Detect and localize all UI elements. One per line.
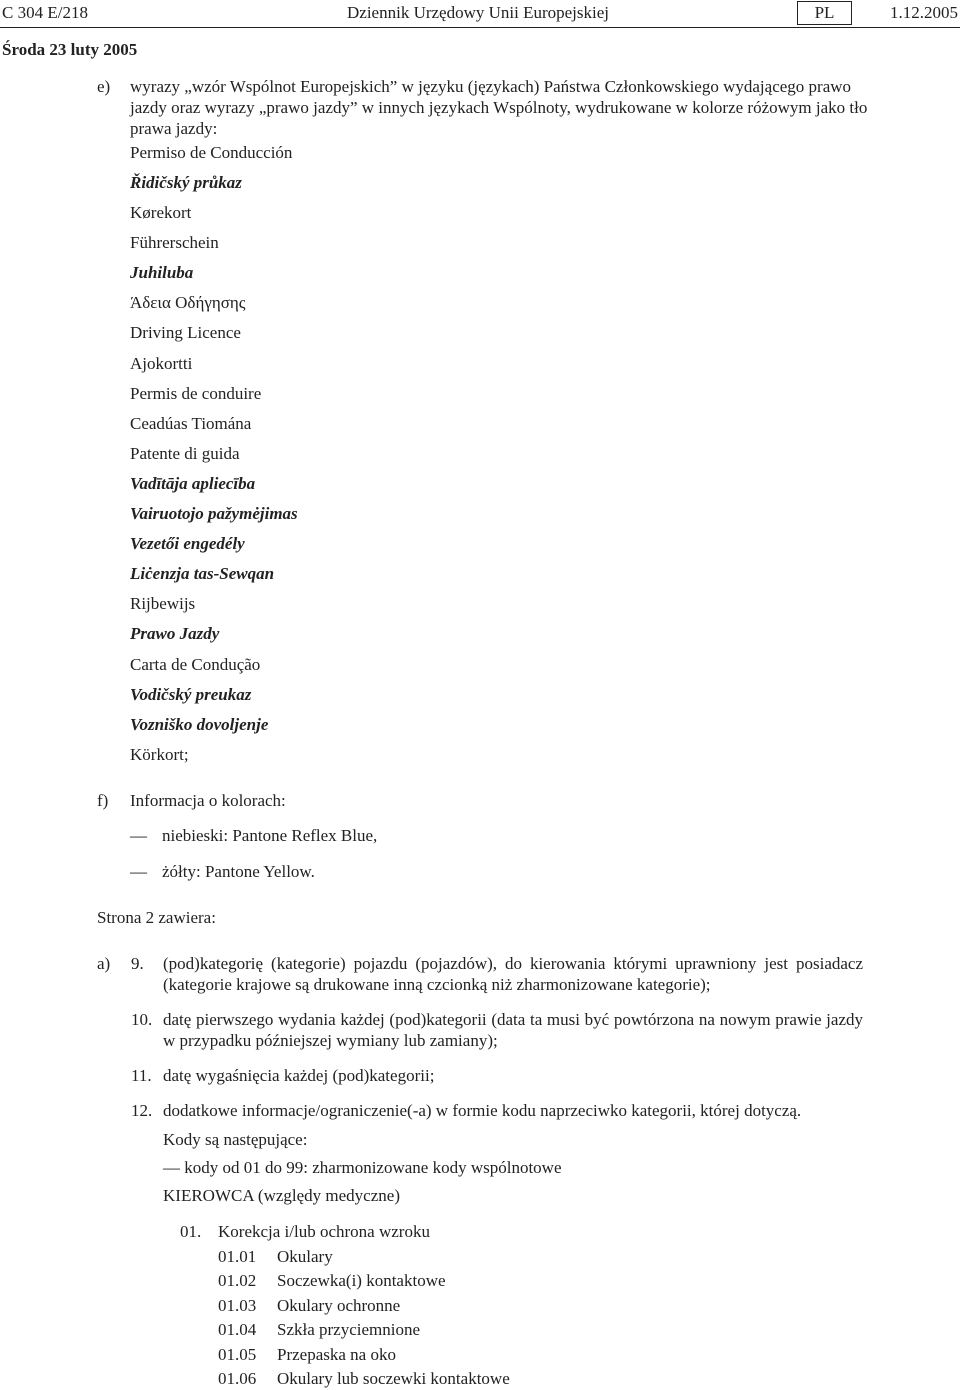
licence-name-sl: Vozniško dovoljenje bbox=[130, 715, 269, 734]
licence-name-en: Driving Licence bbox=[130, 323, 241, 342]
journal-reference: C 304 E/218 bbox=[2, 3, 88, 22]
licence-name-sk: Vodičský preukaz bbox=[130, 685, 252, 704]
codes-range-text: kody od 01 do 99: zharmonizowane kody wspólnotowe bbox=[184, 1158, 562, 1177]
code-sub-text: Przepaska na oko bbox=[277, 1345, 396, 1364]
licence-name-mt: Liċenzja tas-Sewqan bbox=[130, 564, 275, 583]
code-sub-number: 01.03 bbox=[218, 1296, 257, 1315]
dash-glyph: — bbox=[130, 862, 147, 881]
licence-name-cs: Řidičský průkaz bbox=[130, 173, 242, 192]
code-sub-text: Soczewka(i) kontaktowe bbox=[277, 1271, 446, 1290]
codes-range bbox=[163, 1157, 562, 1178]
colour-item-text: niebieski: Pantone Reflex Blue, bbox=[162, 826, 378, 845]
code-sub-text: Okulary ochronne bbox=[277, 1296, 401, 1315]
licence-name-el: Άδεια Οδήγησης bbox=[130, 293, 246, 312]
code-sub-number: 01.01 bbox=[218, 1247, 257, 1266]
item-text: (pod)kategorię (kategorie) pojazdu (pojazdów), do kierowania którymi uprawniony jest posiadacz (kategorie krajowe są drukowane inną czcionką niż zharmonizowane kategorie); bbox=[163, 954, 863, 994]
licence-name-fr: Permis de conduire bbox=[130, 384, 262, 403]
code-sub-text: Okulary lub soczewki kontaktowe bbox=[277, 1369, 510, 1388]
para-e-text: wyrazy „wzór Wspólnot Europejskich” w języku (językach) Państwa Członkowskiego wydającego prawo jazdy oraz wyrazy „prawo jazdy” w innych językach Wspólnoty, wydrukowane w kolorze różowym jako tło prawa jazdy: bbox=[130, 77, 868, 138]
codes-intro: Kody są następujące: bbox=[163, 1130, 308, 1149]
para-f-marker: f) bbox=[97, 791, 109, 810]
licence-name-pt: Carta de Condução bbox=[130, 655, 261, 674]
code-sub-number: 01.06 bbox=[218, 1369, 257, 1388]
licence-name-da: Kørekort bbox=[130, 203, 192, 222]
item-text: datę pierwszego wydania każdej (pod)kategorii (data ta musi być powtórzona na nowym prawie jazdy w przypadku późniejszej wymiany lub zamiany); bbox=[163, 1010, 863, 1050]
language-badge: PL bbox=[797, 1, 852, 25]
page2-heading: Strona 2 zawiera: bbox=[97, 908, 216, 927]
licence-name-nl: Rijbewijs bbox=[130, 594, 196, 613]
colour-item-blue bbox=[130, 826, 377, 846]
publication-date: 1.12.2005 bbox=[890, 3, 958, 22]
licence-name-et: Juhiluba bbox=[130, 263, 194, 282]
licence-name-sv: Körkort; bbox=[130, 745, 189, 764]
page-header bbox=[0, 0, 960, 30]
code-sub-number: 01.05 bbox=[218, 1345, 257, 1364]
item-number: 11. bbox=[131, 1066, 152, 1085]
para-e-marker: e) bbox=[97, 77, 111, 96]
item-number: 10. bbox=[131, 1010, 153, 1029]
licence-name-de: Führerschein bbox=[130, 233, 219, 252]
session-date: Środa 23 luty 2005 bbox=[2, 40, 138, 59]
code-number: 01. bbox=[180, 1222, 202, 1241]
code-main-text: Korekcja i/lub ochrona wzroku bbox=[218, 1222, 430, 1241]
item-number: 9. bbox=[131, 954, 144, 973]
licence-name-lt: Vairuotojo pažymėjimas bbox=[130, 504, 298, 523]
code-sub-number: 01.04 bbox=[218, 1320, 257, 1339]
item-text: dodatkowe informacje/ograniczenie(-a) w formie kodu naprzeciwko kategorii, której dotyczą. bbox=[163, 1101, 802, 1120]
item-text: datę wygaśnięcia każdej (pod)kategorii; bbox=[163, 1066, 435, 1085]
code-sub-number: 01.02 bbox=[218, 1271, 257, 1290]
list-a-marker: a) bbox=[97, 954, 111, 973]
item-number: 12. bbox=[131, 1101, 153, 1120]
licence-name-lv: Vadītāja apliecība bbox=[130, 474, 256, 493]
licence-name-es: Permiso de Conducción bbox=[130, 143, 293, 162]
header-divider bbox=[0, 27, 960, 28]
licence-name-ga: Ceadúas Tiomána bbox=[130, 414, 252, 433]
code-sub-text: Okulary bbox=[277, 1247, 333, 1266]
colour-item-yellow bbox=[130, 862, 315, 882]
licence-name-pl: Prawo Jazdy bbox=[130, 624, 220, 643]
para-f-text: Informacja o kolorach: bbox=[130, 791, 286, 810]
codes-section-title: KIEROWCA (względy medyczne) bbox=[163, 1186, 400, 1205]
dash-glyph: — bbox=[163, 1158, 180, 1177]
colour-item-text: żółty: Pantone Yellow. bbox=[162, 862, 315, 881]
licence-name-it: Patente di guida bbox=[130, 444, 240, 463]
dash-glyph: — bbox=[130, 826, 147, 845]
licence-name-hu: Vezetői engedély bbox=[130, 534, 245, 553]
journal-title: Dziennik Urzędowy Unii Europejskiej bbox=[347, 3, 610, 22]
licence-name-fi: Ajokortti bbox=[130, 354, 193, 373]
code-sub-text: Szkła przyciemnione bbox=[277, 1320, 421, 1339]
